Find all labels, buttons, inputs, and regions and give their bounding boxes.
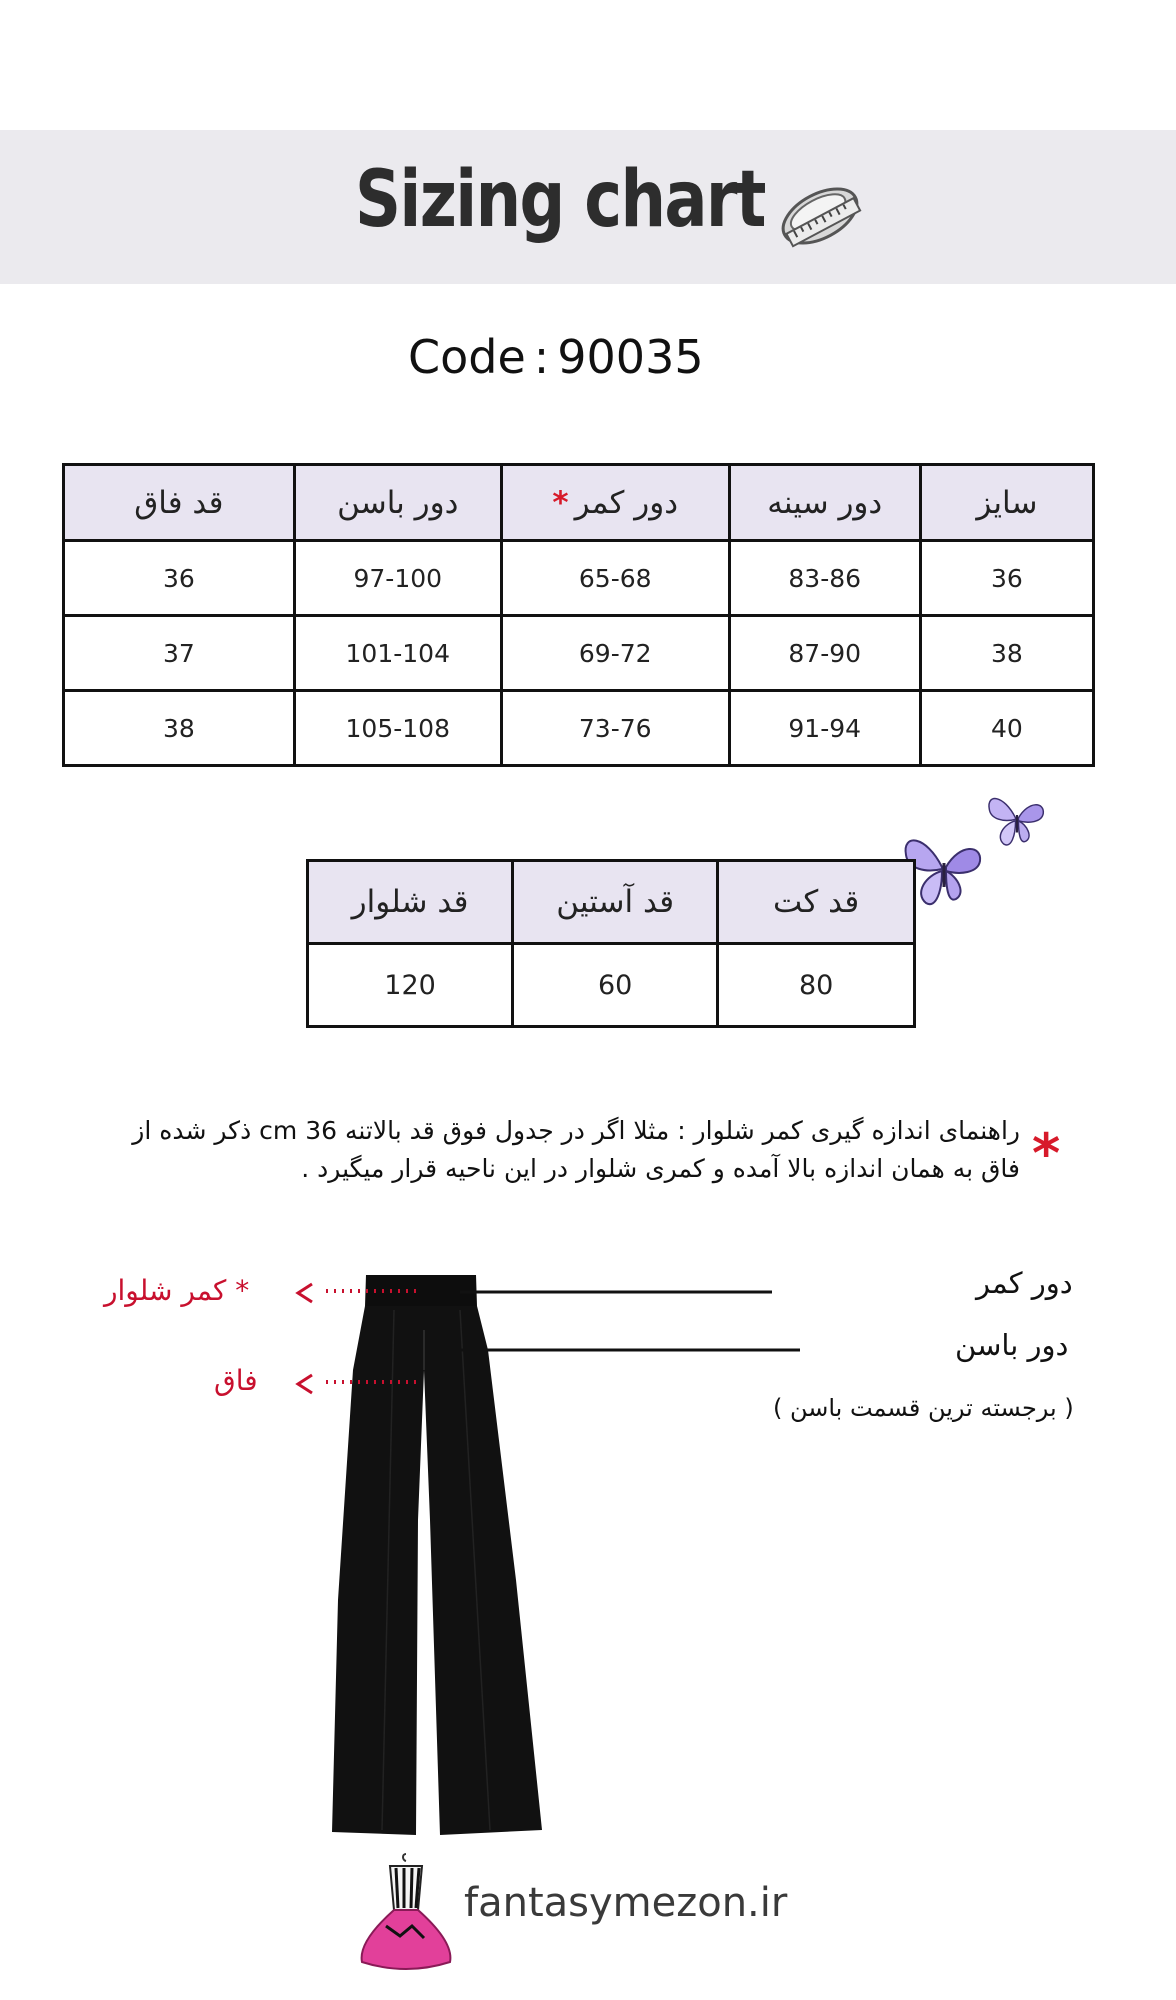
code-value: 90035 [557, 330, 704, 384]
cell-pants-length: 120 [308, 944, 513, 1027]
page-title: Sizing chart [355, 155, 765, 245]
table-row [64, 616, 1094, 691]
measuring-tape-icon [772, 168, 868, 264]
cell-rise: 36 [64, 541, 295, 616]
code-separator: : [533, 330, 550, 384]
waist-star-mark: * [552, 484, 569, 521]
cell-hip: 105-108 [294, 691, 501, 766]
header-size: سایز [920, 465, 1093, 541]
rise-label: فاق [214, 1364, 258, 1397]
size-table [62, 463, 1095, 767]
cell-rise: 37 [64, 616, 295, 691]
hip-label: دور باسن [955, 1328, 1069, 1362]
cell-sleeve-length: 60 [513, 944, 718, 1027]
cell-jacket-length: 80 [718, 944, 915, 1027]
cell-size: 40 [920, 691, 1093, 766]
table-row [308, 944, 915, 1027]
product-code [408, 330, 704, 384]
cell-chest: 91-94 [729, 691, 920, 766]
cell-size: 38 [920, 616, 1093, 691]
cell-waist: 69-72 [501, 616, 729, 691]
table-row [64, 541, 1094, 616]
cell-chest: 87-90 [729, 616, 920, 691]
header-rise: قد فاق [64, 465, 295, 541]
butterfly-icon [982, 780, 1052, 850]
header-waist-label: دور کمر [574, 484, 679, 521]
cell-size: 36 [920, 541, 1093, 616]
table-row [64, 691, 1094, 766]
header-sleeve-length: قد آستین [513, 861, 718, 944]
header-hip: دور باسن [294, 465, 501, 541]
pants-waist-label: * کمر شلوار [104, 1274, 250, 1307]
size-table-header-row [64, 465, 1094, 541]
cell-hip: 97-100 [294, 541, 501, 616]
note-star-mark: * [1032, 1122, 1061, 1185]
cell-chest: 83-86 [729, 541, 920, 616]
dress-logo-icon [356, 1852, 456, 1978]
cell-waist: 73-76 [501, 691, 729, 766]
header-chest: دور سینه [729, 465, 920, 541]
cell-hip: 101-104 [294, 616, 501, 691]
cell-waist: 65-68 [501, 541, 729, 616]
site-url[interactable]: fantasymezon.ir [464, 1880, 788, 1926]
measurement-note: راهنمای اندازه گیری کمر شلوار : مثلا اگر در جدول فوق قد بالاتنه 36 cm ذکر شده از فاق به همان اندازه بالا آمده و کمری شلوار در این ناحیه قرار میگیرد . [132, 1116, 1020, 1183]
hip-note: ( برجسته ترین قسمت باسن ) [773, 1394, 1074, 1422]
arrow-left-icon [292, 1371, 318, 1397]
length-table [306, 859, 916, 1028]
waist-label: دور کمر [976, 1266, 1073, 1300]
header-waist [501, 465, 729, 541]
header-jacket-length: قد کت [718, 861, 915, 944]
pants-diagram [320, 1270, 820, 1845]
header-pants-length: قد شلوار [308, 861, 513, 944]
length-table-header-row [308, 861, 915, 944]
code-label: Code [408, 330, 526, 384]
cell-rise: 38 [64, 691, 295, 766]
arrow-left-icon [292, 1280, 318, 1306]
